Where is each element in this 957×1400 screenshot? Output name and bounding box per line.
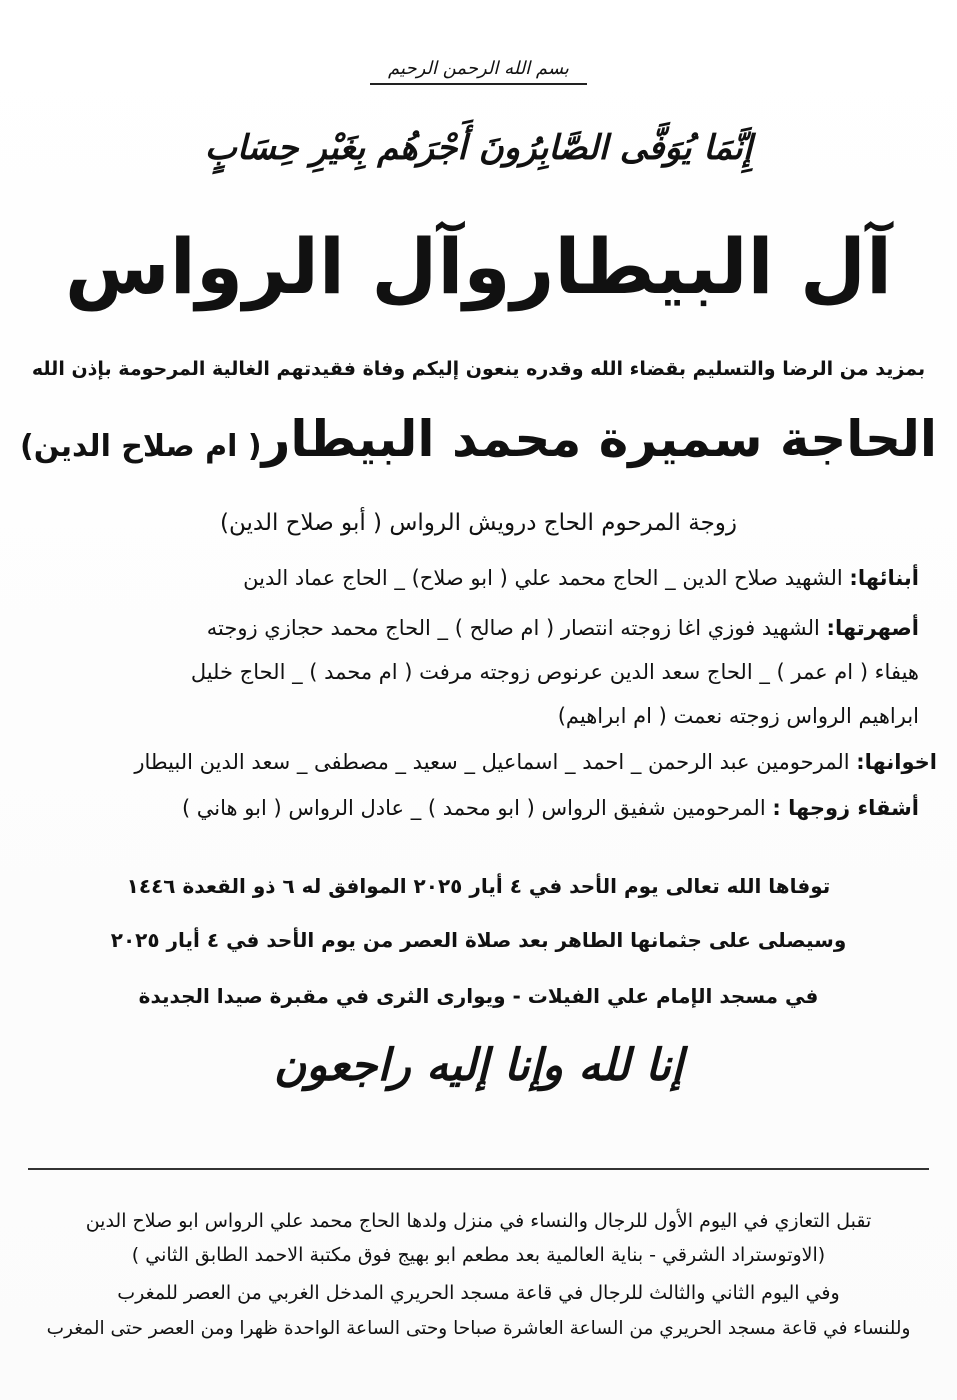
deceased-nickname: ( ام صلاح الدين) [20,429,262,464]
quran-verse: إِنَّمَا يُوَفَّى الصَّابِرُونَ أَجْرَهُم بِغَيْرِ حِسَابٍ [204,128,753,168]
deceased-name-line [0,410,957,468]
inlaws-row [207,616,919,640]
families-title: آل البيطاروآل الرواس [64,222,893,311]
condolence-line-1: تقبل التعازي في اليوم الأول للرجال والنساء في منزل ولدها الحاج محمد علي الرواس ابو صلاح الدين [85,1210,872,1232]
death-date-line: توفاها الله تعالى يوم الأحد في ٤ أيار ٢٠٢٥ الموافق له ٦ ذو القعدة ١٤٤٦ [126,874,831,898]
condolence-line-4: وللنساء في قاعة مسجد الحريري من الساعة العاشرة صباحا وحتى الساعة الواحدة ظهرا ومن العصر حتى المغرب [46,1318,911,1339]
sons-text: الشهيد صلاح الدين _ الحاج محمد علي ( ابو صلاح) _ الحاج عماد الدين [243,566,843,590]
brothers-row [134,750,937,774]
closing-calligraphy: إنا لله وإنا إليه راجعون [273,1040,684,1091]
deceased-name: الحاجة سميرة محمد البيطار [261,410,937,468]
basmala-calligraphy: بسم الله الرحمن الرحيم [370,58,587,85]
brothers-text: المرحومين عبد الرحمن _ احمد _ اسماعيل _ سعيد _ مصطفى _ سعد الدين البيطار [134,750,850,774]
condolence-line-3: وفي اليوم الثاني والثالث للرجال في قاعة مسجد الحريري المدخل الغربي من العصر للمغرب [117,1282,840,1304]
husband-siblings-row [182,796,919,820]
inlaws-label: أصهرتها: [826,616,919,640]
husband-siblings-text: المرحومين شفيق الرواس ( ابو محمد ) _ عادل الرواس ( ابو هاني ) [181,796,766,820]
sons-row [243,566,919,590]
spouse-line: زوجة المرحوم الحاج درويش الرواس ( أبو صلاح الدين) [219,510,738,536]
inlaws-line-2: هيفاء ( ام عمر ) _ الحاج سعد الدين عرنوص زوجته مرفت ( ام محمد ) _ الحاج خليل [190,660,919,684]
burial-line: في مسجد الإمام علي الفيلات - ويوارى الثرى في مقبرة صيدا الجديدة [138,984,819,1008]
husband-siblings-label: أشقاء زوجها : [772,796,919,820]
brothers-label: اخوانها: [856,750,937,774]
sons-label: أبنائها: [849,566,919,590]
divider-line [28,1168,929,1170]
prayer-line: وسيصلى على جثمانها الطاهر بعد صلاة العصر من يوم الأحد في ٤ أيار ٢٠٢٥ [110,928,847,952]
intro-text: بمزيد من الرضا والتسليم بقضاء الله وقدره ينعون إليكم وفاة فقيدتهم الغالية المرحومة بإذن الله [31,358,926,380]
inlaws-line-1: الشهيد فوزي اغا زوجته انتصار ( ام صالح ) _ الحاج محمد حجازي زوجته [206,616,820,640]
condolence-line-2: (الاوتوستراد الشرقي - بناية العالمية بعد مطعم ابو بهيج فوق مكتبة الاحمد الطابق الثاني ) [131,1244,826,1266]
inlaws-line-3: ابراهيم الرواس زوجته نعمت ( ام ابراهيم) [557,704,919,728]
